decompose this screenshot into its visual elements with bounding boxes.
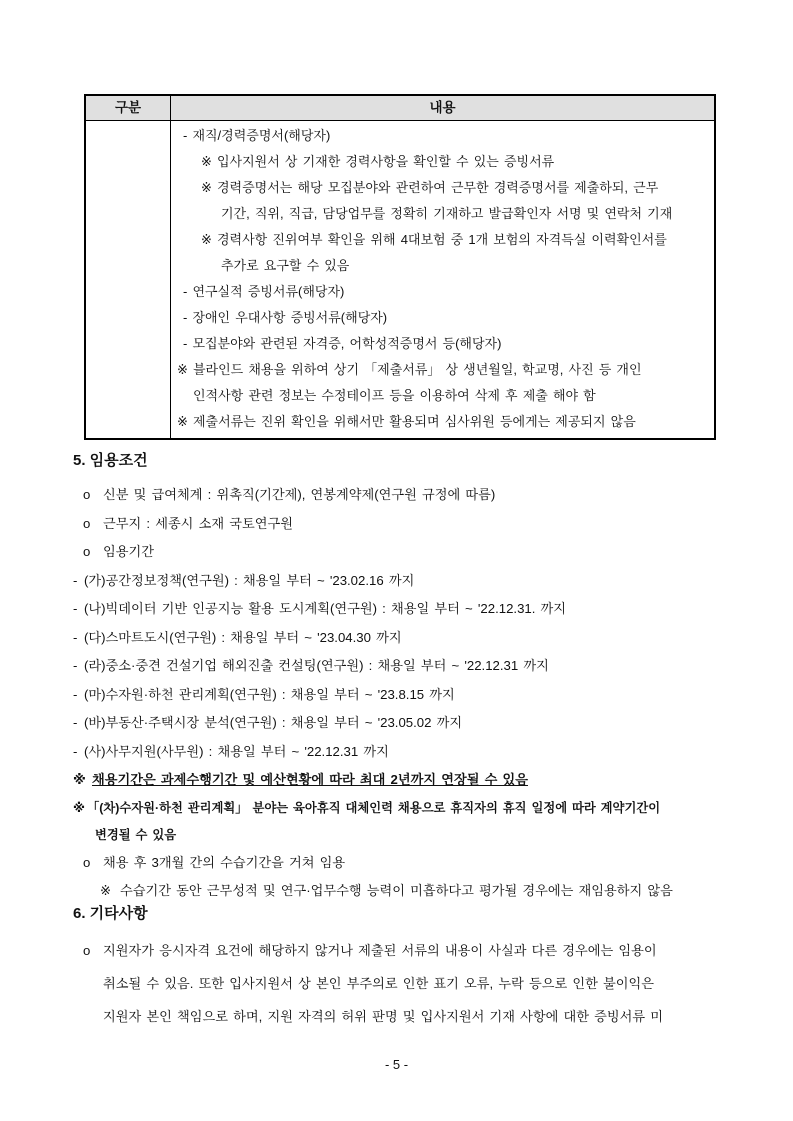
note-text: 변경될 수 있음 (95, 827, 177, 842)
list-item (73, 709, 753, 738)
list-item (73, 652, 753, 681)
table-line: ※ 입사지원서 상 기재한 경력사항을 확인할 수 있는 증빙서류 (201, 154, 555, 169)
table-line: 기간, 직위, 직급, 담당업무를 정확히 기재하고 발급확인자 서명 및 연락처 기재 (221, 206, 673, 221)
list-item (73, 510, 753, 539)
list-item-text: (라)중소·중견 건설기업 해외진출 컨설팅(연구원) : 채용일 부터 ~ '22.12.31 까지 (84, 658, 549, 673)
section-employment-conditions (73, 448, 753, 906)
list-item-text: (나)빅데이터 기반 인공지능 활용 도시계획(연구원) : 채용일 부터 ~ '22.12.31. 까지 (84, 601, 567, 616)
list-item (73, 567, 753, 596)
dash-marker: - (73, 629, 78, 645)
table-line: ※ 제출서류는 진위 확인을 위해서만 활용되며 심사위원 등에게는 제공되지 않음 (177, 414, 636, 429)
list-item-text: (다)스마트도시(연구원) : 채용일 부터 ~ '23.04.30 까지 (84, 629, 402, 645)
list-item-text: 근무지 : 세종시 소재 국토연구원 (103, 515, 293, 531)
note-text: 수습기간 동안 근무성적 및 연구·업무수행 능력이 미흡하다고 평가될 경우에는 재임용하지 않음 (120, 883, 673, 898)
page-number: - 5 - (384, 1057, 409, 1072)
list-item-text: 채용 후 3개월 간의 수습기간을 거쳐 임용 (103, 854, 346, 870)
reference-marker: ※ (73, 772, 86, 787)
dash-marker: - (73, 743, 78, 759)
list-item (73, 595, 753, 624)
paragraph-line (73, 967, 753, 1000)
note-bold-continuation (73, 822, 753, 849)
table-header-row (86, 96, 714, 121)
table-header-category: 구분 (86, 96, 171, 120)
dash-marker: - (73, 572, 78, 588)
list-item-text: (마)수자원·하천 관리계획(연구원) : 채용일 부터 ~ '23.8.15 까지 (84, 686, 455, 702)
list-item-text: 신분 및 급여체계 : 위촉직(기간제), 연봉계약제(연구원 규정에 따름) (103, 487, 496, 502)
table-category-cell-empty (86, 121, 171, 438)
bullet-marker: o (83, 943, 91, 958)
table-content-cell (171, 121, 714, 438)
list-item (73, 681, 753, 710)
bullet-marker: o (83, 487, 91, 502)
list-item-text: (바)부동산·주택시장 분석(연구원) : 채용일 부터 ~ '23.05.02 까지 (84, 715, 463, 730)
table-line: 추가로 요구할 수 있음 (221, 258, 350, 273)
list-item (73, 481, 753, 510)
list-item (73, 538, 753, 567)
bullet-marker: o (83, 854, 91, 870)
table-line: 인적사항 관련 정보는 수정테이프 등을 이용하여 삭제 후 제출 해야 함 (193, 388, 596, 403)
bullet-marker: o (83, 544, 91, 559)
paragraph-text: 지원자가 응시자격 요건에 해당하지 않거나 제출된 서류의 내용이 사실과 다른 경우에는 임용이 (103, 943, 657, 958)
list-item-text: (사)사무지원(사무원) : 채용일 부터 ~ '22.12.31 까지 (84, 743, 389, 759)
section6-title: 6. 기타사항 (73, 905, 148, 922)
list-item (73, 624, 753, 653)
section5-title: 5. 임용조건 (73, 452, 148, 469)
paragraph-text: 지원자 본인 책임으로 하며, 지원 자격의 허위 판명 및 입사지원서 기재 사항에 대한 증빙서류 미 (103, 1009, 664, 1024)
paragraph-line (73, 1000, 753, 1033)
table-line: - 모집분야와 관련된 자격증, 어학성적증명서 등(해당자) (183, 336, 502, 351)
dash-marker: - (73, 601, 78, 616)
list-item-text: (가)공간정보정책(연구원) : 채용일 부터 ~ '23.02.16 까지 (84, 572, 415, 588)
paragraph-text: 취소될 수 있음. 또한 입사지원서 상 본인 부주의로 인한 표기 오류, 누락 등으로 인한 불이익은 (103, 976, 654, 991)
table-line: - 장애인 우대사항 증빙서류(해당자) (183, 310, 388, 325)
table-line: - 연구실적 증빙서류(해당자) (183, 284, 345, 299)
dash-marker: - (73, 658, 78, 673)
note-text: 「(차)수자원·하천 관리계획」 분야는 육아휴직 대체인력 채용으로 휴직자의 휴직 일정에 따라 계약기간이 (87, 800, 661, 815)
table-body-row (86, 121, 714, 438)
submission-documents-table (84, 94, 716, 440)
bullet-marker: o (83, 515, 91, 531)
table-line: - 재직/경력증명서(해당자) (183, 128, 331, 143)
table-line: ※ 경력증명서는 해당 모집분야와 관련하여 근무한 경력증명서를 제출하되, 근무 (201, 180, 659, 195)
list-item (73, 738, 753, 767)
reference-marker: ※ (73, 800, 85, 815)
section-other-matters (73, 901, 753, 1033)
list-item (73, 849, 753, 878)
list-item-text: 임용기간 (103, 544, 154, 559)
dash-marker: - (73, 715, 78, 730)
note-underlined (73, 766, 753, 795)
dash-marker: - (73, 686, 78, 702)
table-line: ※ 경력사항 진위여부 확인을 위해 4대보험 중 1개 보험의 자격득실 이력확인서를 (201, 232, 667, 247)
table-line: ※ 블라인드 채용을 위하여 상기 「제출서류」 상 생년월일, 학교명, 사진 등 개인 (177, 362, 642, 377)
note-bold (73, 795, 753, 822)
table-header-content: 내용 (429, 100, 456, 115)
note-text: 채용기간은 과제수행기간 및 예산현황에 따라 최대 2년까지 연장될 수 있음 (92, 772, 528, 787)
reference-marker: ※ (100, 883, 112, 898)
paragraph-line (73, 934, 753, 967)
